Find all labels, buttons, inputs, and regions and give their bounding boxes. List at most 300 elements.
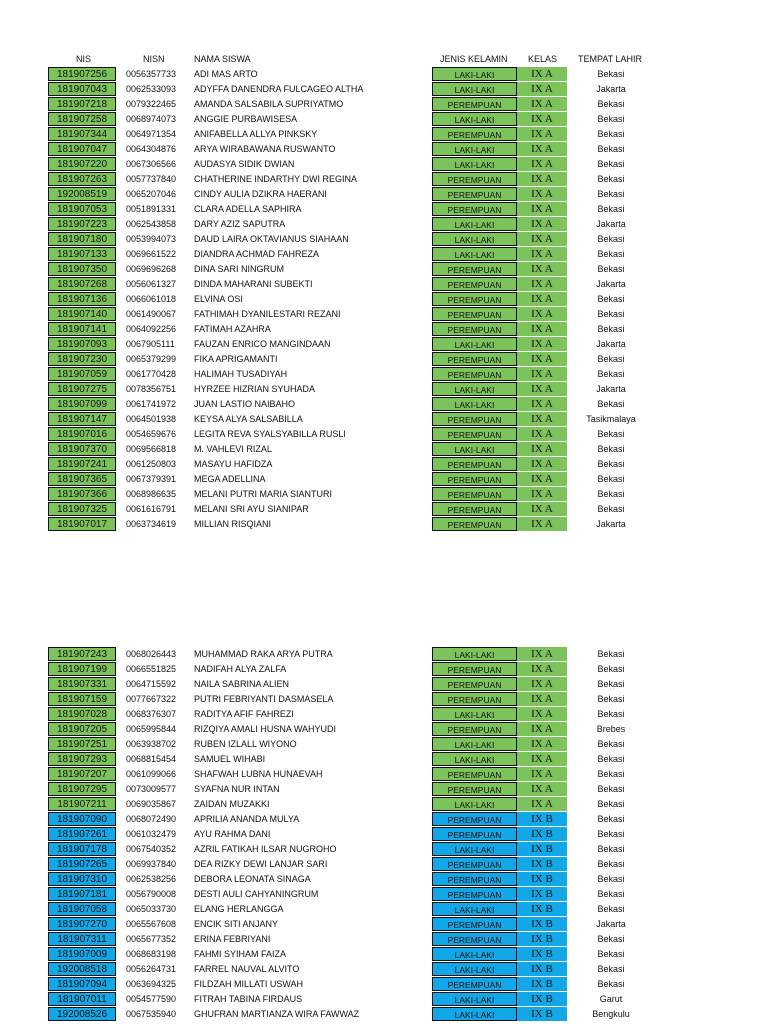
kelas-cell: IX A: [517, 277, 567, 291]
tempat-lahir-cell: Bekasi: [597, 294, 625, 304]
tempat-lahir-cell: Bekasi: [597, 904, 625, 914]
nis-cell: 181907047: [48, 142, 116, 156]
nama-cell: RUBEN IZLALL WIYONO: [194, 739, 297, 749]
nis-cell: 181907059: [48, 367, 116, 381]
tempat-lahir-cell: Bekasi: [597, 874, 625, 884]
nama-cell: DARY AZIZ SAPUTRA: [194, 219, 286, 229]
tempat-lahir-cell: Jakarta: [596, 279, 626, 289]
nis-cell: 181907043: [48, 82, 116, 96]
nis-cell: 181907220: [48, 157, 116, 171]
jenis-kelamin-cell: PEREMPUAN: [432, 977, 517, 991]
jenis-kelamin-cell: PEREMPUAN: [432, 662, 517, 676]
jenis-kelamin-cell: PEREMPUAN: [432, 692, 517, 706]
jenis-kelamin-cell: LAKI-LAKI: [432, 737, 517, 751]
nis-cell: 181907011: [48, 992, 116, 1006]
nama-cell: APRILIA ANANDA MULYA: [194, 814, 300, 824]
jenis-kelamin-cell: PEREMPUAN: [432, 872, 517, 886]
kelas-cell: IX A: [517, 692, 567, 706]
nis-cell: 181907180: [48, 232, 116, 246]
nisn-cell: 0063694325: [126, 979, 177, 989]
nama-cell: MEGA ADELLINA: [194, 474, 266, 484]
kelas-cell: IX A: [517, 157, 567, 171]
nama-cell: SHAFWAH LUBNA HUNAEVAH: [194, 769, 323, 779]
nama-cell: FILDZAH MILLATI USWAH: [194, 979, 304, 989]
kelas-cell: IX A: [517, 82, 567, 96]
jenis-kelamin-cell: LAKI-LAKI: [432, 842, 517, 856]
jenis-kelamin-cell: PEREMPUAN: [432, 502, 517, 516]
tempat-lahir-cell: Bekasi: [597, 799, 625, 809]
kelas-cell: IX A: [517, 322, 567, 336]
nis-cell: 181907263: [48, 172, 116, 186]
kelas-cell: IX A: [517, 442, 567, 456]
nis-cell: 181907230: [48, 352, 116, 366]
jenis-kelamin-cell: LAKI-LAKI: [432, 217, 517, 231]
nama-cell: ENCIK SITI ANJANY: [194, 919, 279, 929]
nama-cell: FATHIMAH DYANILESTARI REZANI: [194, 309, 341, 319]
nama-cell: CINDY AULIA DZIKRA HAERANI: [194, 189, 327, 199]
kelas-cell: IX A: [517, 337, 567, 351]
tempat-lahir-cell: Bekasi: [597, 754, 625, 764]
nisn-cell: 0069937840: [126, 859, 177, 869]
tempat-lahir-cell: Bekasi: [597, 444, 625, 454]
nis-cell: 181907344: [48, 127, 116, 141]
nis-cell: 181907261: [48, 827, 116, 841]
nisn-cell: 0067306566: [126, 159, 177, 169]
tempat-lahir-cell: Bekasi: [597, 234, 625, 244]
nisn-cell: 0064971354: [126, 129, 177, 139]
tempat-lahir-cell: Bekasi: [597, 189, 625, 199]
jenis-kelamin-cell: PEREMPUAN: [432, 412, 517, 426]
nisn-cell: 0064304876: [126, 144, 177, 154]
nis-cell: 181907218: [48, 97, 116, 111]
tempat-lahir-cell: Bekasi: [597, 649, 625, 659]
kelas-cell: IX A: [517, 217, 567, 231]
kelas-cell: IX B: [517, 977, 567, 991]
kelas-cell: IX A: [517, 677, 567, 691]
kelas-cell: IX B: [517, 812, 567, 826]
jenis-kelamin-cell: PEREMPUAN: [432, 472, 517, 486]
jenis-kelamin-cell: PEREMPUAN: [432, 292, 517, 306]
nis-cell: 181907350: [48, 262, 116, 276]
jenis-kelamin-cell: PEREMPUAN: [432, 457, 517, 471]
jenis-kelamin-cell: PEREMPUAN: [432, 487, 517, 501]
jenis-kelamin-cell: PEREMPUAN: [432, 722, 517, 736]
nama-cell: ADI MAS ARTO: [194, 69, 258, 79]
nisn-cell: 0078356751: [126, 384, 177, 394]
nisn-cell: 0056264731: [126, 964, 177, 974]
tempat-lahir-cell: Bekasi: [597, 369, 625, 379]
jenis-kelamin-cell: LAKI-LAKI: [432, 797, 517, 811]
nisn-cell: 0054577590: [126, 994, 177, 1004]
jenis-kelamin-cell: PEREMPUAN: [432, 307, 517, 321]
jenis-kelamin-cell: LAKI-LAKI: [432, 232, 517, 246]
kelas-cell: IX B: [517, 827, 567, 841]
nama-cell: AYU RAHMA DANI: [194, 829, 271, 839]
tempat-lahir-cell: Bekasi: [597, 859, 625, 869]
nama-cell: ANIFABELLA ALLYA PINKSKY: [194, 129, 318, 139]
nisn-cell: 0069696268: [126, 264, 177, 274]
nis-cell: 181907370: [48, 442, 116, 456]
tempat-lahir-cell: Brebes: [596, 724, 626, 734]
tempat-lahir-cell: Bekasi: [597, 949, 625, 959]
nisn-cell: 0068986635: [126, 489, 177, 499]
nisn-cell: 0053994073: [126, 234, 177, 244]
kelas-cell: IX A: [517, 187, 567, 201]
tempat-lahir-cell: Bekasi: [597, 964, 625, 974]
nis-cell: 181907241: [48, 457, 116, 471]
nis-cell: 181907275: [48, 382, 116, 396]
jenis-kelamin-cell: LAKI-LAKI: [432, 247, 517, 261]
nama-cell: HALIMAH TUSADIYAH: [194, 369, 288, 379]
nis-cell: 181907159: [48, 692, 116, 706]
kelas-cell: IX A: [517, 517, 567, 531]
nis-cell: 181907053: [48, 202, 116, 216]
nis-cell: 181907310: [48, 872, 116, 886]
kelas-cell: IX A: [517, 487, 567, 501]
nama-cell: DEA RIZKY DEWI LANJAR SARI: [194, 859, 328, 869]
kelas-cell: IX B: [517, 902, 567, 916]
nama-cell: ELVINA OSI: [194, 294, 243, 304]
nisn-cell: 0061250803: [126, 459, 177, 469]
tempat-lahir-cell: Bekasi: [597, 144, 625, 154]
kelas-cell: IX B: [517, 947, 567, 961]
kelas-cell: IX A: [517, 797, 567, 811]
jenis-kelamin-cell: LAKI-LAKI: [432, 142, 517, 156]
nama-cell: AZRIL FATIKAH ILSAR NUGROHO: [194, 844, 337, 854]
tempat-lahir-cell: Bekasi: [597, 459, 625, 469]
nama-cell: AMANDA SALSABILA SUPRIYATMO: [194, 99, 344, 109]
tempat-lahir-cell: Jakarta: [596, 84, 626, 94]
nis-cell: 181907140: [48, 307, 116, 321]
jenis-kelamin-cell: LAKI-LAKI: [432, 382, 517, 396]
jenis-kelamin-cell: LAKI-LAKI: [432, 337, 517, 351]
nisn-cell: 0065033730: [126, 904, 177, 914]
nis-cell: 181907243: [48, 647, 116, 661]
nama-cell: FIKA APRIGAMANTI: [194, 354, 278, 364]
kelas-cell: IX A: [517, 737, 567, 751]
nis-cell: 181907147: [48, 412, 116, 426]
nama-cell: DAUD LAIRA OKTAVIANUS SIAHAAN: [194, 234, 349, 244]
nisn-cell: 0061770428: [126, 369, 177, 379]
nama-cell: GHUFRAN MARTIANZA WIRA FAWWAZ: [194, 1009, 360, 1019]
jenis-kelamin-cell: PEREMPUAN: [432, 677, 517, 691]
nis-cell: 181907141: [48, 322, 116, 336]
jenis-kelamin-cell: PEREMPUAN: [432, 427, 517, 441]
tempat-lahir-cell: Tasikmalaya: [586, 414, 636, 424]
kelas-cell: IX B: [517, 872, 567, 886]
nisn-cell: 0056790008: [126, 889, 177, 899]
tempat-lahir-cell: Bekasi: [597, 489, 625, 499]
nama-cell: DESTI AULI CAHYANINGRUM: [194, 889, 319, 899]
nisn-cell: 0061741972: [126, 399, 177, 409]
jenis-kelamin-cell: LAKI-LAKI: [432, 82, 517, 96]
kelas-cell: IX B: [517, 992, 567, 1006]
kelas-cell: IX A: [517, 127, 567, 141]
nis-cell: 181907058: [48, 902, 116, 916]
nisn-cell: 0065677352: [126, 934, 177, 944]
tempat-lahir-cell: Bekasi: [597, 664, 625, 674]
tempat-lahir-cell: Bekasi: [597, 69, 625, 79]
jenis-kelamin-cell: PEREMPUAN: [432, 932, 517, 946]
nama-cell: MELANI PUTRI MARIA SIANTURI: [194, 489, 333, 499]
kelas-cell: IX A: [517, 232, 567, 246]
tempat-lahir-cell: Bekasi: [597, 784, 625, 794]
tempat-lahir-cell: Bekasi: [597, 889, 625, 899]
nama-cell: DINDA MAHARANI SUBEKTI: [194, 279, 313, 289]
nisn-cell: 0067379391: [126, 474, 177, 484]
nisn-cell: 0069035867: [126, 799, 177, 809]
header-jenis-kelamin: JENIS KELAMIN: [440, 54, 508, 64]
header-nisn: NISN: [143, 54, 165, 64]
nisn-cell: 0063734619: [126, 519, 177, 529]
nisn-cell: 0065995844: [126, 724, 177, 734]
kelas-cell: IX A: [517, 292, 567, 306]
nisn-cell: 0065379299: [126, 354, 177, 364]
nisn-cell: 0064715592: [126, 679, 177, 689]
jenis-kelamin-cell: PEREMPUAN: [432, 352, 517, 366]
nama-cell: PUTRI FEBRIYANTI DASMASELA: [194, 694, 334, 704]
nama-cell: ELANG HERLANGGA: [194, 904, 284, 914]
nis-cell: 181907293: [48, 752, 116, 766]
nisn-cell: 0073009577: [126, 784, 177, 794]
jenis-kelamin-cell: LAKI-LAKI: [432, 1007, 517, 1021]
nisn-cell: 0067535940: [126, 1009, 177, 1019]
nis-cell: 181907258: [48, 112, 116, 126]
kelas-cell: IX A: [517, 782, 567, 796]
kelas-cell: IX A: [517, 767, 567, 781]
nama-cell: RIZQIYA AMALI HUSNA WAHYUDI: [194, 724, 337, 734]
tempat-lahir-cell: Bekasi: [597, 844, 625, 854]
nis-cell: 181907017: [48, 517, 116, 531]
nisn-cell: 0062538256: [126, 874, 177, 884]
nama-cell: FAUZAN ENRICO MANGINDAAN: [194, 339, 331, 349]
kelas-cell: IX A: [517, 262, 567, 276]
tempat-lahir-cell: Bekasi: [597, 159, 625, 169]
nama-cell: FITRAH TABINA FIRDAUS: [194, 994, 303, 1004]
kelas-cell: IX A: [517, 382, 567, 396]
nama-cell: RADITYA AFIF FAHREZI: [194, 709, 294, 719]
jenis-kelamin-cell: PEREMPUAN: [432, 277, 517, 291]
tempat-lahir-cell: Bekasi: [597, 309, 625, 319]
jenis-kelamin-cell: LAKI-LAKI: [432, 397, 517, 411]
nisn-cell: 0056357733: [126, 69, 177, 79]
kelas-cell: IX A: [517, 662, 567, 676]
nama-cell: CHATHERINE INDARTHY DWI REGINA: [194, 174, 358, 184]
nama-cell: DINA SARI NINGRUM: [194, 264, 285, 274]
tempat-lahir-cell: Bengkulu: [592, 1009, 630, 1019]
jenis-kelamin-cell: PEREMPUAN: [432, 97, 517, 111]
nisn-cell: 0065567608: [126, 919, 177, 929]
tempat-lahir-cell: Bekasi: [597, 934, 625, 944]
nisn-cell: 0066061018: [126, 294, 177, 304]
jenis-kelamin-cell: PEREMPUAN: [432, 367, 517, 381]
kelas-cell: IX A: [517, 67, 567, 81]
nisn-cell: 0061490067: [126, 309, 177, 319]
nama-cell: ERINA FEBRIYANI: [194, 934, 271, 944]
nisn-cell: 0062543858: [126, 219, 177, 229]
jenis-kelamin-cell: LAKI-LAKI: [432, 992, 517, 1006]
nama-cell: ARYA WIRABAWANA RUSWANTO: [194, 144, 336, 154]
nisn-cell: 0061032479: [126, 829, 177, 839]
tempat-lahir-cell: Bekasi: [597, 474, 625, 484]
jenis-kelamin-cell: LAKI-LAKI: [432, 647, 517, 661]
nis-cell: 192008518: [48, 962, 116, 976]
tempat-lahir-cell: Jakarta: [596, 219, 626, 229]
kelas-cell: IX A: [517, 722, 567, 736]
tempat-lahir-cell: Jakarta: [596, 339, 626, 349]
kelas-cell: IX A: [517, 172, 567, 186]
jenis-kelamin-cell: PEREMPUAN: [432, 767, 517, 781]
nis-cell: 181907028: [48, 707, 116, 721]
kelas-cell: IX B: [517, 932, 567, 946]
nama-cell: NADIFAH ALYA ZALFA: [194, 664, 287, 674]
nisn-cell: 0056061327: [126, 279, 177, 289]
nis-cell: 192008519: [48, 187, 116, 201]
tempat-lahir-cell: Bekasi: [597, 709, 625, 719]
jenis-kelamin-cell: LAKI-LAKI: [432, 707, 517, 721]
kelas-cell: IX A: [517, 97, 567, 111]
nis-cell: 181907211: [48, 797, 116, 811]
tempat-lahir-cell: Jakarta: [596, 384, 626, 394]
kelas-cell: IX B: [517, 1007, 567, 1021]
tempat-lahir-cell: Bekasi: [597, 264, 625, 274]
kelas-cell: IX B: [517, 842, 567, 856]
nisn-cell: 0068376307: [126, 709, 177, 719]
kelas-cell: IX A: [517, 352, 567, 366]
nama-cell: FAHMI SYIHAM FAIZA: [194, 949, 287, 959]
nama-cell: KEYSA ALYA SALSABILLA: [194, 414, 303, 424]
nis-cell: 181907094: [48, 977, 116, 991]
header-nama: NAMA SISWA: [194, 54, 251, 64]
nis-cell: 181907199: [48, 662, 116, 676]
kelas-cell: IX A: [517, 707, 567, 721]
tempat-lahir-cell: Bekasi: [597, 429, 625, 439]
jenis-kelamin-cell: PEREMPUAN: [432, 827, 517, 841]
kelas-cell: IX A: [517, 202, 567, 216]
jenis-kelamin-cell: PEREMPUAN: [432, 857, 517, 871]
nama-cell: ADYFFA DANENDRA FULCAGEO ALTHA: [194, 84, 364, 94]
nisn-cell: 0068026443: [126, 649, 177, 659]
kelas-cell: IX A: [517, 112, 567, 126]
nama-cell: DIANDRA ACHMAD FAHREZA: [194, 249, 320, 259]
nis-cell: 181907178: [48, 842, 116, 856]
kelas-cell: IX A: [517, 752, 567, 766]
nisn-cell: 0061099066: [126, 769, 177, 779]
jenis-kelamin-cell: PEREMPUAN: [432, 202, 517, 216]
nis-cell: 181907270: [48, 917, 116, 931]
nisn-cell: 0068815454: [126, 754, 177, 764]
tempat-lahir-cell: Bekasi: [597, 99, 625, 109]
kelas-cell: IX A: [517, 367, 567, 381]
jenis-kelamin-cell: LAKI-LAKI: [432, 112, 517, 126]
nis-cell: 181907311: [48, 932, 116, 946]
nama-cell: FATIMAH AZAHRA: [194, 324, 271, 334]
tempat-lahir-cell: Bekasi: [597, 829, 625, 839]
nis-cell: 181907181: [48, 887, 116, 901]
tempat-lahir-cell: Bekasi: [597, 354, 625, 364]
nisn-cell: 0063938702: [126, 739, 177, 749]
tempat-lahir-cell: Bekasi: [597, 739, 625, 749]
tempat-lahir-cell: Bekasi: [597, 114, 625, 124]
nisn-cell: 0064501938: [126, 414, 177, 424]
nisn-cell: 0069661522: [126, 249, 177, 259]
nama-cell: MASAYU HAFIDZA: [194, 459, 273, 469]
nis-cell: 181907009: [48, 947, 116, 961]
jenis-kelamin-cell: LAKI-LAKI: [432, 962, 517, 976]
nisn-cell: 0079322465: [126, 99, 177, 109]
kelas-cell: IX B: [517, 857, 567, 871]
kelas-cell: IX B: [517, 887, 567, 901]
tempat-lahir-cell: Bekasi: [597, 694, 625, 704]
nama-cell: LEGITA REVA SYALSYABILLA RUSLI: [194, 429, 346, 439]
nis-cell: 181907325: [48, 502, 116, 516]
jenis-kelamin-cell: LAKI-LAKI: [432, 752, 517, 766]
jenis-kelamin-cell: LAKI-LAKI: [432, 157, 517, 171]
jenis-kelamin-cell: LAKI-LAKI: [432, 67, 517, 81]
kelas-cell: IX A: [517, 247, 567, 261]
jenis-kelamin-cell: LAKI-LAKI: [432, 947, 517, 961]
tempat-lahir-cell: Bekasi: [597, 979, 625, 989]
jenis-kelamin-cell: PEREMPUAN: [432, 887, 517, 901]
tempat-lahir-cell: Bekasi: [597, 769, 625, 779]
nis-cell: 181907265: [48, 857, 116, 871]
nis-cell: 181907205: [48, 722, 116, 736]
kelas-cell: IX A: [517, 472, 567, 486]
jenis-kelamin-cell: PEREMPUAN: [432, 172, 517, 186]
nama-cell: MUHAMMAD RAKA ARYA PUTRA: [194, 649, 333, 659]
jenis-kelamin-cell: PEREMPUAN: [432, 917, 517, 931]
tempat-lahir-cell: Bekasi: [597, 174, 625, 184]
nisn-cell: 0062533093: [126, 84, 177, 94]
nama-cell: MILLIAN RISQIANI: [194, 519, 272, 529]
nisn-cell: 0057737840: [126, 174, 177, 184]
nis-cell: 181907090: [48, 812, 116, 826]
kelas-cell: IX A: [517, 457, 567, 471]
tempat-lahir-cell: Bekasi: [597, 249, 625, 259]
nisn-cell: 0067540352: [126, 844, 177, 854]
nis-cell: 181907251: [48, 737, 116, 751]
nama-cell: MELANI SRI AYU SIANIPAR: [194, 504, 309, 514]
nama-cell: NAILA SABRINA ALIEN: [194, 679, 290, 689]
nama-cell: JUAN LASTIO NAIBAHO: [194, 399, 296, 409]
kelas-cell: IX A: [517, 397, 567, 411]
nama-cell: HYRZEE HIZRIAN SYUHADA: [194, 384, 316, 394]
kelas-cell: IX A: [517, 647, 567, 661]
nisn-cell: 0054659676: [126, 429, 177, 439]
jenis-kelamin-cell: LAKI-LAKI: [432, 902, 517, 916]
jenis-kelamin-cell: PEREMPUAN: [432, 127, 517, 141]
kelas-cell: IX B: [517, 917, 567, 931]
kelas-cell: IX A: [517, 412, 567, 426]
nis-cell: 181907256: [48, 67, 116, 81]
nisn-cell: 0068974073: [126, 114, 177, 124]
nis-cell: 181907136: [48, 292, 116, 306]
nama-cell: DEBORA LEONATA SINAGA: [194, 874, 311, 884]
kelas-cell: IX A: [517, 427, 567, 441]
nis-cell: 181907093: [48, 337, 116, 351]
tempat-lahir-cell: Bekasi: [597, 399, 625, 409]
nama-cell: ANGGIE PURBAWISESA: [194, 114, 298, 124]
nama-cell: CLARA ADELLA SAPHIRA: [194, 204, 302, 214]
tempat-lahir-cell: Jakarta: [596, 519, 626, 529]
nama-cell: FARREL NAUVAL ALVITO: [194, 964, 300, 974]
nisn-cell: 0068683198: [126, 949, 177, 959]
nama-cell: SYAFNA NUR INTAN: [194, 784, 280, 794]
nisn-cell: 0077667322: [126, 694, 177, 704]
tempat-lahir-cell: Bekasi: [597, 204, 625, 214]
nisn-cell: 0066551825: [126, 664, 177, 674]
nis-cell: 181907366: [48, 487, 116, 501]
